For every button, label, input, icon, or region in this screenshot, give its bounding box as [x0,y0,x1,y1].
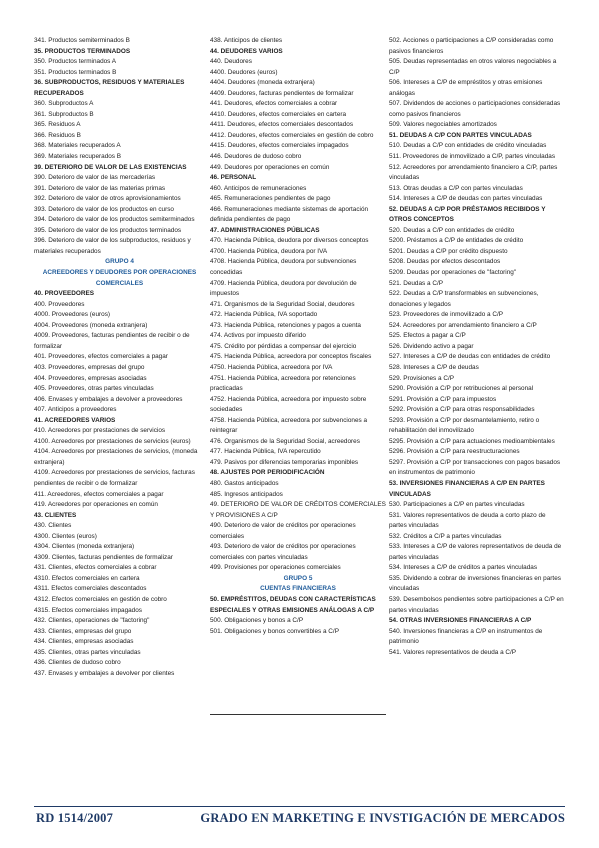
account-entry: 529. Provisiones a C/P [389,374,455,382]
account-entry: 437. Envases y embalajes a devolver por clientes [34,669,175,677]
account-entry: 396. Deterioro de valor de los subproductos, residuos y materiales recuperados [34,237,191,255]
account-entry: 4752. Hacienda Pública, acreedora por impuesto sobre sociedades [210,395,367,414]
account-entry: 368. Materiales recuperados A [34,142,121,150]
account-entry: 475. Hacienda Pública, acreedora por conceptos fiscales [210,353,372,361]
account-entry: 479. Pasivos por diferencias temporarias imponibles [210,458,359,466]
account-entry: 523. Proveedores de inmovilizado a C/P [389,311,504,319]
account-entry: 521. Deudas a C/P [389,279,443,287]
account-entry: 502. Acciones o participaciones a C/P consideradas como pasivos financieros [389,37,554,55]
account-entry: 5208. Deudas por efectos descontados [389,258,501,266]
account-entry: 5290. Provisión a C/P por retribuciones al personal [389,385,534,393]
account-entry: 391. Deterioro de valor de las materias primas [34,184,166,192]
group-title: ACREEDORES Y DEUDORES POR OPERACIONES COMERCIALES [42,269,197,287]
account-group-heading: 44. DEUDORES VARIOS [210,47,283,55]
account-entry: 404. Proveedores, empresas asociadas [34,374,147,382]
account-entry: 531. Valores representativos de deuda a corto plazo de partes vinculadas [389,511,546,530]
account-entry: 473. Hacienda Pública, retenciones y pagos a cuenta [210,321,361,329]
account-group-heading: 41. ACREEDORES VARIOS [34,416,116,424]
account-entry: 530. Participaciones a C/P en partes vinculadas [389,501,525,509]
account-entry: 4309. Clientes, facturas pendientes de formalizar [34,553,173,561]
account-entry: 535. Dividendo a cobrar de inversiones financieras en partes vinculadas [389,574,561,593]
account-entry: 350. Productos terminados A [34,58,117,66]
account-entry: 471. Organismos de la Seguridad Social, deudores [210,300,355,308]
account-entry: 446. Deudores de dudoso cobro [210,153,302,161]
account-entry: 411. Acreedores, efectos comerciales a pagar [34,490,164,498]
account-group-heading: 39. DETERIORO DE VALOR DE LAS EXISTENCIAS [34,163,187,171]
account-entry: 534. Intereses a C/P de créditos a partes vinculadas [389,564,538,572]
footer-divider [34,806,565,807]
account-entry: 528. Intereses a C/P de deudas [389,363,479,371]
account-entry: 5293. Provisión a C/P por desmantelamiento, retiro o rehabilitación del inmovilizado [389,416,540,435]
account-entry: 507. Dividendos de acciones o participaciones consideradas como pasivos financieros [389,100,561,118]
account-entry: 341. Productos semiterminados B [34,37,130,44]
account-entry: 526. Dividendo activo a pagar [389,342,474,350]
account-entry: 512. Acreedores por arrendamiento financiero a C/P, partes vinculadas [389,163,558,182]
account-entry: 5291. Provisión a C/P para impuestos [389,395,497,403]
account-entry: 394. Deterioro de valor de los productos semiterminados [34,216,195,224]
footer-reference: RD 1514/2007 [36,811,114,825]
account-group-heading: 40. PROVEEDORES [34,290,95,298]
account-entry: 485. Ingresos anticipados [210,490,283,498]
account-entry: 49. DETERIORO DE VALOR DE CRÉDITOS COMERCIALES Y PROVISIONES A C/P [210,501,386,519]
account-entry: 525. Efectos a pagar a C/P [389,332,466,340]
account-group-heading: 52. DEUDAS A C/P POR PRÉSTAMOS RECIBIDOS Y OTROS CONCEPTOS [389,205,546,224]
account-entry: 366. Residuos B [34,131,81,139]
account-entry: 4410. Deudores, efectos comerciales en cartera [210,110,347,118]
account-entry: 407. Anticipos a proveedores [34,406,117,414]
account-entry: 476. Organismos de la Seguridad Social, acreedores [210,437,360,445]
account-group-heading: 53. INVERSIONES FINANCIERAS A C/P EN PARTES VINCULADAS [389,479,545,498]
account-entry: 4104. Acreedores por prestaciones de servicios, (moneda extranjera) [34,448,198,466]
account-entry: 4709. Hacienda Pública, deudora por devolución de impuestos [210,279,357,298]
account-entry: 5200. Préstamos a C/P de entidades de crédito [389,237,524,245]
account-entry: 4750. Hacienda Pública, acreedora por IVA [210,363,333,371]
account-group-heading: 36. SUBPRODUCTOS, RESIDUOS Y MATERIALES RECUPERADOS [34,79,185,97]
account-entry: 465. Remuneraciones pendientes de pago [210,195,331,203]
account-entry: 436. Clientes de dudoso cobro [34,659,121,667]
account-entry: 460. Anticipos de remuneraciones [210,184,307,192]
account-entry: 4400. Deudores (euros) [210,68,278,76]
account-entry: 4404. Deudores (moneda extranjera) [210,79,315,87]
account-entry: 405. Proveedores, otras partes vinculadas [34,385,154,393]
account-entry: 419. Acreedores por operaciones en común [34,501,158,509]
account-entry: 410. Acreedores por prestaciones de servicios [34,427,166,435]
account-entry: 533. Intereses a C/P de valores representativos de deuda de partes vinculadas [389,543,562,561]
account-entry: 475. Crédito por pérdidas a compensar del ejercicio [210,342,357,350]
account-entry: 500. Obligaciones y bonos a C/P [210,617,304,625]
account-group-heading: 51. DEUDAS A C/P CON PARTES VINCULADAS [389,131,532,139]
account-entry: 430. Clientes [34,522,72,530]
account-entry: 435. Clientes, otras partes vinculadas [34,648,141,656]
account-entry: 433. Clientes, empresas del grupo [34,627,132,635]
account-entry: 4415. Deudores, efectos comerciales impagados [210,142,349,150]
column-1 [34,36,205,679]
account-entry: 392. Deterioro de valor de otros aprovisionamientos [34,195,181,203]
account-group-heading: 47. ADMINISTRACIONES PÚBLICAS [210,226,320,234]
account-entry: 520. Deudas a C/P con entidades de crédito [389,226,515,234]
account-entry: 4100. Acreedores por prestaciones de servicios (euros) [34,437,191,445]
account-entry: 4708. Hacienda Pública, deudora por subvenciones concedidas [210,258,357,277]
account-entry: 361. Subproductos B [34,110,94,118]
column-2 [210,36,386,637]
account-entry: 527. Intereses a C/P de deudas con entidades de crédito [389,353,551,361]
account-entry: 4409. Deudores, facturas pendientes de formalizar [210,89,354,97]
account-entry: 501. Obligaciones y bonos convertibles a C/P [210,627,339,635]
account-entry: 4009. Proveedores, facturas pendientes de recibir o de formalizar [34,332,190,350]
section-rule [210,714,386,715]
account-entry: 406. Envases y embalajes a devolver a proveedores [34,395,183,403]
account-entry: 438. Anticipos de clientes [210,37,283,44]
account-entry: 513. Otras deudas a C/P con partes vinculadas [389,184,523,192]
account-entry: 4411. Deudores, efectos comerciales descontados [210,121,354,129]
account-entry: 509. Valores negociables amortizados [389,121,497,129]
account-entry: 480. Gastos anticipados [210,479,279,487]
account-entry: 4312. Efectos comerciales en gestión de cobro [34,595,167,603]
account-entry: 506. Intereses a C/P de empréstitos y otras emisiones análogas [389,79,543,97]
account-entry: 432. Clientes, operaciones de "factoring" [34,617,150,625]
account-group-heading: 35. PRODUCTOS TERMINADOS [34,47,131,55]
account-entry: 441. Deudores, efectos comerciales a cobrar [210,100,338,108]
account-entry: 4315. Efectos comerciales impagados [34,606,142,614]
account-entry: 470. Hacienda Pública, deudora por diversos conceptos [210,237,369,245]
account-entry: 477. Hacienda Pública, IVA repercutido [210,448,321,456]
account-entry: 431. Clientes, efectos comerciales a cobrar [34,564,157,572]
account-entry: 474. Activos por impuesto diferido [210,332,306,340]
account-entry: 540. Inversiones financieras a C/P en instrumentos de patrimonio [389,627,543,646]
account-entry: 4304. Clientes (moneda extranjera) [34,543,135,551]
account-entry: 395. Deterioro de valor de los productos terminados [34,226,182,234]
page-footer [34,806,565,832]
account-entry: 524. Acreedores por arrendamiento financiero a C/P [389,321,537,329]
account-entry: 4700. Hacienda Pública, deudora por IVA [210,247,328,255]
account-entry: 365. Residuos A [34,121,81,129]
account-entry: 532. Créditos a C/P a partes vinculadas [389,532,502,540]
account-entry: 360. Subproductos A [34,100,94,108]
account-entry: 390. Deterioro de valor de las mercaderías [34,174,156,182]
account-group-heading: 46. PERSONAL [210,174,257,182]
footer-degree-title: GRADO EN MARKETING E INVSTIGACIÓN DE MERCADOS [200,811,565,825]
account-entry: 4300. Clientes (euros) [34,532,97,540]
account-entry: 510. Deudas a C/P con entidades de crédito vinculadas [389,142,547,150]
column-3 [389,36,565,658]
account-entry: 539. Desembolsos pendientes sobre participaciones a C/P en partes vinculadas [389,595,564,614]
account-entry: 4000. Proveedores (euros) [34,311,111,319]
account-entry: 511. Proveedores de inmovilizado a C/P, partes vinculadas [389,153,556,161]
account-entry: 4109. Acreedores por prestaciones de servicios, facturas pendientes de recibir o de formalizar [34,469,195,487]
account-entry: 514. Intereses a C/P de deudas con partes vinculadas [389,195,543,203]
account-entry: 490. Deterioro de valor de créditos por operaciones comerciales [210,522,356,540]
account-entry: 522. Deudas a C/P transformables en subvenciones, donaciones y legados [389,290,539,308]
account-entry: 505. Deudas representadas en otros valores negociables a C/P [389,58,557,76]
account-entry: 499. Provisiones por operaciones comerciales [210,564,341,572]
account-entry: 541. Valores representativos de deuda a C/P [389,648,517,656]
account-entry: 401. Proveedores, efectos comerciales a pagar [34,353,168,361]
account-entry: 493. Deterioro de valor de créditos por operaciones comerciales con partes vinculadas [210,543,356,561]
account-entry: 403. Proveedores, empresas del grupo [34,363,145,371]
account-entry: 5292. Provisión a C/P para otras responsabilidades [389,406,535,414]
account-entry: 4311. Efectos comerciales descontados [34,585,147,593]
account-entry: 393. Deterioro de valor de los productos en curso [34,205,174,213]
account-entry: 400. Proveedores [34,300,85,308]
group-title: GRUPO 4 [105,258,134,266]
account-entry: 434. Clientes, empresas asociadas [34,638,134,646]
account-group-heading: 54. OTRAS INVERSIONES FINANCIERAS A C/P [389,617,532,625]
account-entry: 449. Deudores por operaciones en común [210,163,330,171]
account-entry: 351. Productos terminados B [34,68,117,76]
account-entry: 5296. Provisión a C/P para reestructuraciones [389,448,520,456]
account-entry: 4310. Efectos comerciales en cartera [34,574,140,582]
account-entry: 472. Hacienda Pública, IVA soportado [210,311,318,319]
group-title: CUENTAS FINANCIERAS [260,585,336,593]
account-entry: 369. Materiales recuperados B [34,153,122,161]
account-entry: 466. Remuneraciones mediante sistemas de aportación definida pendientes de pago [210,205,369,224]
account-entry: 440. Deudores [210,58,252,66]
group-title: GRUPO 5 [283,574,313,582]
account-group-heading: 50. EMPRÉSTITOS, DEUDAS CON CARACTERÍSTICAS ESPECIALES Y OTRAS EMISIONES ANÁLOGAS A C/P [210,595,376,614]
account-entry: 5201. Deudas a C/P por crédito dispuesto [389,247,508,255]
account-entry: 5297. Provisión a C/P por transacciones con pagos basados en instrumentos de patrimonio [389,458,561,477]
account-entry: 5209. Deudas por operaciones de "factoring" [389,269,517,277]
account-entry: 4751. Hacienda Pública, acreedora por retenciones practicadas [210,374,356,393]
account-group-heading: 48. AJUSTES POR PERIODIFICACIÓN [210,469,325,477]
account-entry: 4412. Deudores, efectos comerciales en gestión de cobro [210,131,374,139]
account-group-heading: 43. CLIENTES [34,511,77,519]
account-entry: 5295. Provisión a C/P para actuaciones medioambientales [389,437,555,445]
account-entry: 4758. Hacienda Pública, acreedora por subvenciones a reintegrar [210,416,368,435]
account-entry: 4004. Proveedores (moneda extranjera) [34,321,148,329]
